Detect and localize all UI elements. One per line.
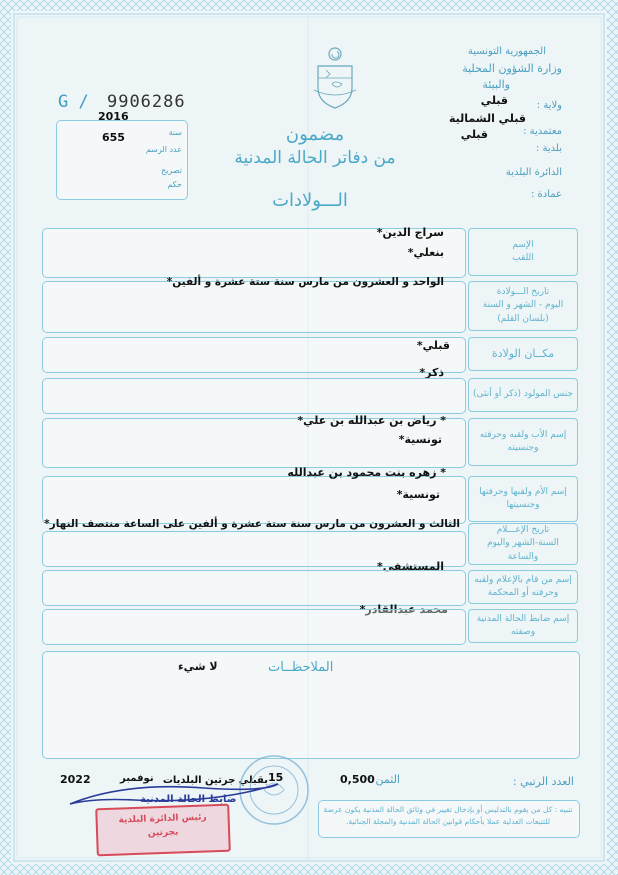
father-label-2: وجنسيته bbox=[507, 443, 539, 453]
municipality-value: قبلي bbox=[460, 128, 488, 141]
act-number: 655 bbox=[102, 131, 125, 144]
title-line2: من دفاتر الحالة المدنية bbox=[234, 148, 396, 168]
row-birthplace-label bbox=[468, 337, 578, 371]
warning-line1: تنبيه : كل من يقوم بالتدليس أو بإدخال تغيير في وثائق الحالة المدنية يكون عرضة bbox=[323, 805, 573, 814]
judgment-label: حكم bbox=[167, 180, 182, 189]
row-officer-label bbox=[468, 609, 578, 643]
mother-nationality-value: تونسية* bbox=[396, 488, 440, 501]
declaration-label: تصريح bbox=[161, 166, 182, 175]
place-label: بقبلي جرتين البلديات bbox=[162, 775, 268, 786]
father-label: إسم الأب ولقبه وحرفته bbox=[479, 429, 567, 440]
mother-label-2: وجنسيتها bbox=[506, 500, 540, 510]
mother-label: إسم الأم ولقبها وحرفتها bbox=[479, 486, 567, 497]
birthplace-value: قبلي* bbox=[416, 339, 450, 352]
stamp-line2: رئيس الدائرة البلدية bbox=[118, 812, 207, 826]
row-mother-label bbox=[468, 476, 578, 522]
title-line1: مضمون bbox=[285, 124, 345, 145]
price-value: 0,500 bbox=[340, 773, 375, 786]
row-birthplace-value-box bbox=[42, 337, 466, 373]
birthdate-value: الواحد و العشرون من مارس سنة ستة عشرة و ألفين* bbox=[166, 276, 444, 288]
father-nationality-value: تونسية* bbox=[398, 433, 442, 446]
municipal-circle-label: الدائرة البلدية bbox=[505, 167, 562, 178]
birthdate-label: تاريخ الـــولادة bbox=[496, 286, 550, 297]
red-stamp bbox=[95, 804, 231, 857]
issue-day: 15 bbox=[268, 771, 284, 784]
row-declarer-value-box bbox=[42, 570, 466, 606]
serial-prefix: G / bbox=[58, 92, 89, 112]
order-number-label: العدد الرتبي : bbox=[512, 775, 574, 788]
surname-label: اللقب bbox=[512, 253, 534, 263]
registry-year: 2016 bbox=[98, 110, 129, 123]
row-officer-value-box bbox=[42, 609, 466, 645]
row-father-label bbox=[468, 418, 578, 466]
row-declarer-label bbox=[468, 570, 578, 604]
birthdate-label-2: اليوم - الشهر و السنة bbox=[482, 300, 564, 311]
sex-value: ذكر* bbox=[419, 366, 444, 379]
father-name-value: * رياض بن عبدالله بن علي* bbox=[297, 414, 446, 427]
warning-line2: للتتبعات العدلية عملا بأحكام قوانين الحالة المدنية والمجلة الجنائية. bbox=[345, 817, 551, 826]
officer-label: إسم ضابط الحالة المدنية bbox=[476, 613, 570, 624]
declaration-date-label: تاريخ الإعـــلام bbox=[496, 524, 550, 535]
ministry-label-2: والبيئة bbox=[482, 78, 510, 91]
section-title: الـــولادات bbox=[272, 190, 348, 211]
remarks-label: الملاحظــات bbox=[268, 660, 334, 675]
declarer-value: المستشفى* bbox=[377, 560, 444, 573]
officer-label-2: وصفته bbox=[510, 627, 536, 637]
declaration-date-label-2: السنة-الشهر واليوم والساعة bbox=[487, 538, 559, 562]
serial-value: 9906286 bbox=[106, 92, 186, 112]
row-birthdate-label bbox=[468, 281, 578, 331]
warning-text bbox=[322, 804, 574, 828]
row-sex-value-box bbox=[42, 378, 466, 414]
year-label: سنة bbox=[168, 128, 182, 137]
first-name-value: سراج الدين* bbox=[376, 226, 444, 239]
municipality-label: بلدية : bbox=[535, 143, 562, 154]
republic-label: الجمهورية التونسية bbox=[467, 46, 546, 57]
delegation-value: قبلي الشمالية bbox=[448, 112, 526, 125]
birthplace-label: مكــان الولادة bbox=[491, 346, 555, 360]
officer-value: محمد عبدالقادر* bbox=[359, 603, 448, 616]
act-number-label: عدد الرسم bbox=[145, 145, 182, 154]
ministry-label: وزارة الشؤون المحلية bbox=[462, 62, 562, 75]
surname-value: بنعلي* bbox=[407, 246, 444, 259]
sex-label: جنس المولود (ذكر أو أنثى) bbox=[472, 389, 574, 400]
delegation-label: معتمدية : bbox=[523, 126, 562, 137]
mother-name-value: * زهره بنت محمود بن عبدالله bbox=[287, 466, 446, 479]
row-sex-label bbox=[468, 378, 578, 412]
declaration-date-value: الثالث و العشرون من مارس سنة ستة عشرة و ألفين على الساعة منتصف النهار* bbox=[44, 518, 460, 530]
issue-year: 2022 bbox=[60, 773, 91, 786]
row-declaration-date-label bbox=[468, 523, 578, 565]
stamp-line3: بجرتين bbox=[147, 827, 179, 839]
serial-number bbox=[58, 92, 186, 112]
birthdate-label-3: (بلسان القلم) bbox=[497, 313, 549, 324]
wilaya-value: قبلي bbox=[480, 94, 508, 107]
imada-label: عمادة : bbox=[530, 189, 562, 200]
row-name-label bbox=[468, 228, 578, 276]
stamp-officer-line: ضابط الحالة المدنية bbox=[140, 794, 237, 805]
wilaya-label: ولاية : bbox=[536, 100, 562, 111]
price-label: الثمن : bbox=[368, 773, 400, 786]
issue-month: نوفمبر bbox=[120, 773, 154, 784]
declarer-label: إسم من قام بالإعلام ولقبه bbox=[474, 574, 572, 585]
tunisia-emblem-icon bbox=[312, 44, 358, 114]
declarer-label-2: وحرفته أو المحكمة bbox=[487, 588, 559, 598]
row-birthdate-value-box bbox=[42, 281, 466, 333]
name-label: الإسم bbox=[512, 239, 534, 250]
remarks-value: لا شيء bbox=[178, 660, 218, 673]
